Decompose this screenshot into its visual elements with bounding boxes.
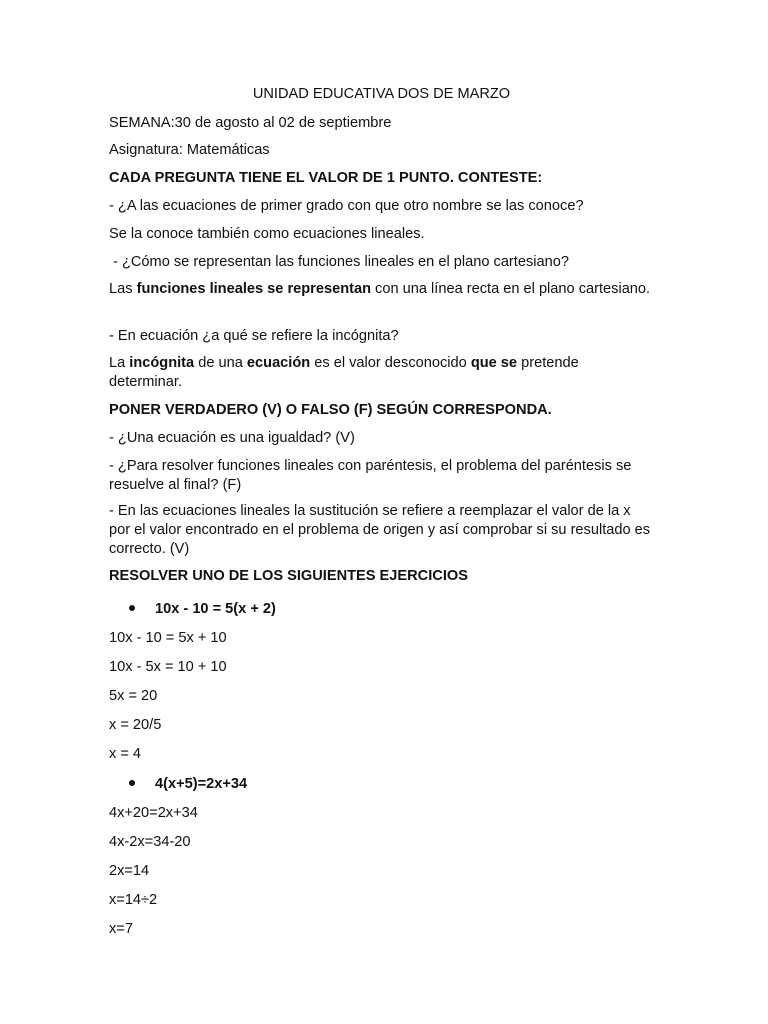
exercise-2-step: 4x-2x=34-20 xyxy=(109,834,191,850)
exercise-1-step: x = 4 xyxy=(109,746,142,762)
answer-3 xyxy=(109,354,654,392)
answer-2-text: Las xyxy=(109,281,137,297)
answer-3-text-3: es el valor desconocido xyxy=(310,355,471,371)
bullet-icon xyxy=(129,605,135,611)
question-2: - ¿Cómo se representan las funciones lineales en el plano cartesiano? xyxy=(109,254,569,270)
section2-title: PONER VERDADERO (V) O FALSO (F) SEGÚN CORRESPONDA. xyxy=(109,402,552,418)
answer-3-text-4: pretende determinar. xyxy=(109,355,579,390)
section1-title: CADA PREGUNTA TIENE EL VALOR DE 1 PUNTO. CONTESTE: xyxy=(109,170,543,186)
exercise-1-step: 10x - 10 = 5x + 10 xyxy=(109,630,227,646)
answer-2-text-end: con una línea recta en el plano cartesiano. xyxy=(371,281,651,297)
exercise-2-step: x=7 xyxy=(109,921,133,937)
answer-3-bold-1: incógnita xyxy=(129,355,195,371)
question-1: - ¿A las ecuaciones de primer grado con que otro nombre se las conoce? xyxy=(109,198,584,214)
exercise-1-step: x = 20/5 xyxy=(109,717,162,733)
answer-1: Se la conoce también como ecuaciones lineales. xyxy=(109,226,425,242)
subject-line: Asignatura: Matemáticas xyxy=(109,142,270,158)
answer-3-text-2: de una xyxy=(194,355,247,371)
answer-3-text-1: La xyxy=(109,355,130,371)
exercise-2-step: 2x=14 xyxy=(109,863,150,879)
week-line: SEMANA:30 de agosto al 02 de septiembre xyxy=(109,115,392,131)
statement-3: - En las ecuaciones lineales la sustitución se refiere a reemplazar el valor de la x por el valor encontrado en el problema de origen y así comprobar si su resultado es correcto. (V) xyxy=(109,503,651,557)
school-title: UNIDAD EDUCATIVA DOS DE MARZO xyxy=(252,86,511,102)
answer-3-bold-3: que se xyxy=(470,355,518,371)
statement-2: - ¿Para resolver funciones lineales con paréntesis, el problema del paréntesis se resuelve al final? (F) xyxy=(109,458,632,493)
exercise-1-equation xyxy=(129,600,276,619)
answer-2-bold: funciones lineales se representan xyxy=(136,281,371,297)
answer-3-bold-2: ecuación xyxy=(246,355,311,371)
exercise-2-step: x=14÷2 xyxy=(109,892,158,908)
answer-2 xyxy=(109,280,654,299)
exercise-1-equation-text: 10x - 10 = 5(x + 2) xyxy=(155,601,276,617)
exercise-2-step: 4x+20=2x+34 xyxy=(109,805,198,821)
section3-title: RESOLVER UNO DE LOS SIGUIENTES EJERCICIOS xyxy=(109,568,468,584)
exercise-2-equation xyxy=(129,775,247,794)
exercise-1-step: 5x = 20 xyxy=(109,688,158,704)
exercise-2-equation-text: 4(x+5)=2x+34 xyxy=(155,776,248,792)
statement-1: - ¿Una ecuación es una igualdad? (V) xyxy=(109,430,355,446)
bullet-icon xyxy=(129,780,135,786)
exercise-1-step: 10x - 5x = 10 + 10 xyxy=(109,659,227,675)
question-3: - En ecuación ¿a qué se refiere la incógnita? xyxy=(109,328,399,344)
